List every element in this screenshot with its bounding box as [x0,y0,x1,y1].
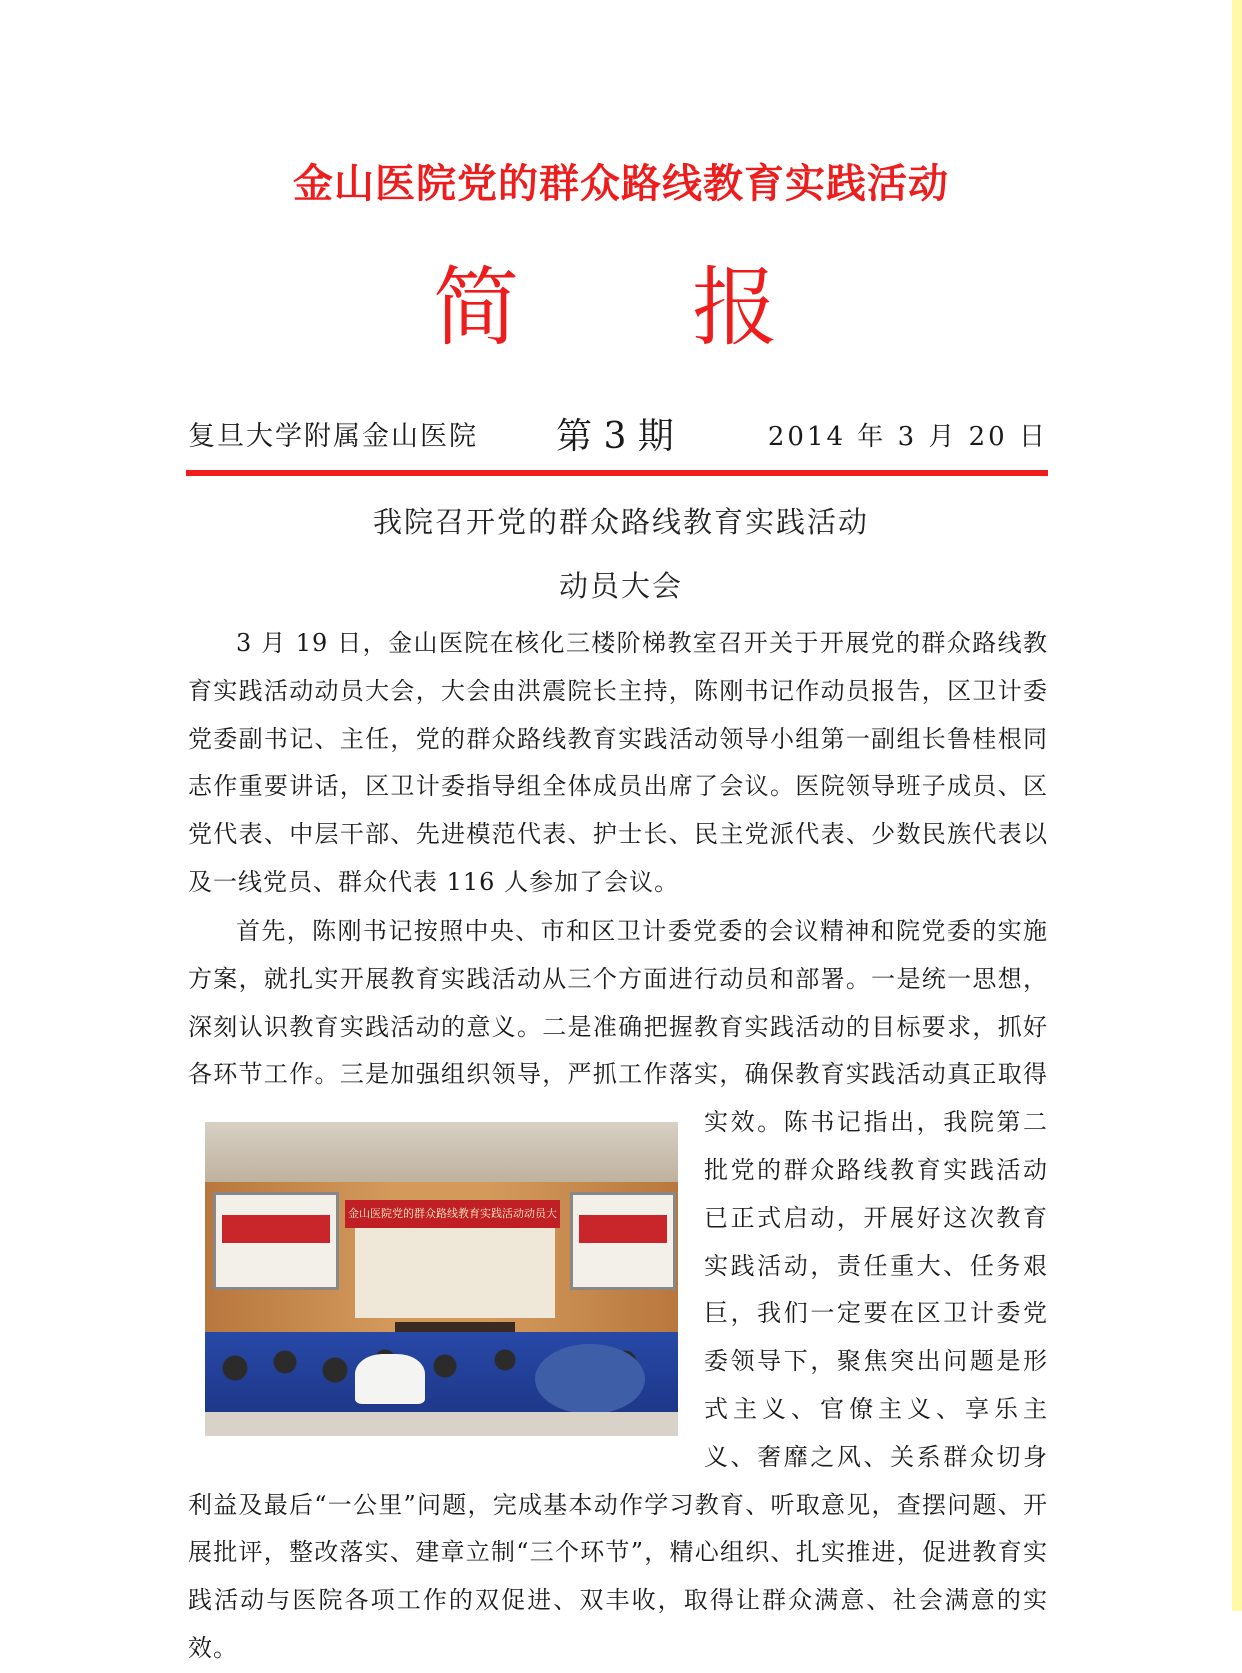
article-headline-line2: 动员大会 [558,569,683,603]
issue-date: 2014 年 3 月 20 日 [767,422,1048,452]
page-edge-stripe [1232,0,1242,1611]
article-headline-line1: 我院召开党的群众路线教育实践活动 [372,505,869,539]
photo-screen-right [570,1192,676,1290]
bulletin-title [0,258,1242,358]
issue-number: 第 3 期 [556,416,674,457]
bulletin-char-2: 报 [692,258,778,358]
photo-ceiling [205,1122,678,1182]
bulletin-char-1: 简 [433,258,519,358]
photo-nurse-cap [355,1354,425,1404]
photo-foreground [205,1412,678,1436]
photo-surgical-cap [535,1344,645,1414]
article-paragraph-2-part2: 书记指出，我院第二批党的群众路线教育实践活动已正式启动，开展好这次教育实践活动，责任重大、任务艰巨，我们一定要在区卫计委党委领导下，聚焦突出问题是形式主义、官僚主义、享乐主义、奢靡之风、关系群众切身利益及最后“一公里”问题，完成基本动作学习教育、听取意见，查摆问题、开展批评，整改落实、建章立制“三个环节”，精心组织、扎实推进，促进教育实践活动与医院各项工作的双促进、双丰收，取得让群众满意、社会满意的实效。 [188,1108,1049,1662]
article-paragraph-2-part1: 首先，陈刚书记按照中央、市和区卫计委党委的会议精神和院党委的实施方案，就扎实开展教育实践活动从三个方面进行动员和部署。一是统一思想，深刻认识教育实践活动的意义。二是准确把握教育实践活动的目标要求，抓好各环节工作。三是加强组织领导，严抓工作落实，确保教育实践活动真正取得实效。陈 [188,917,1048,1137]
organization-name: 复旦大学附属金山医院 [188,421,478,452]
issue-line [188,408,1048,458]
photo-banner: 金山医院党的群众路线教育实践活动动员大 [345,1200,560,1228]
article-paragraph-1: 3 月 19 日，金山医院在核化三楼阶梯教室召开关于开展党的群众路线教育实践活动动员大会，大会由洪震院长主持，陈刚书记作动员报告，区卫计委党委副书记、主任，党的群众路线教育实践活动领导小组第一副组长鲁桂根同志作重要讲话，区卫计委指导组全体成员出席了会议。医院领导班子成员、区党代表、中层干部、先进模范代表、护士长、民主党派代表、少数民族代表以及一线党员、群众代表 116 人参加了会议。 [188,629,1048,896]
photo-stage [355,1228,555,1318]
masthead-title: 金山医院党的群众路线教育实践活动 [293,161,949,207]
photo-screen-left [213,1192,339,1290]
meeting-photo [205,1122,678,1436]
masthead-divider [186,470,1048,476]
